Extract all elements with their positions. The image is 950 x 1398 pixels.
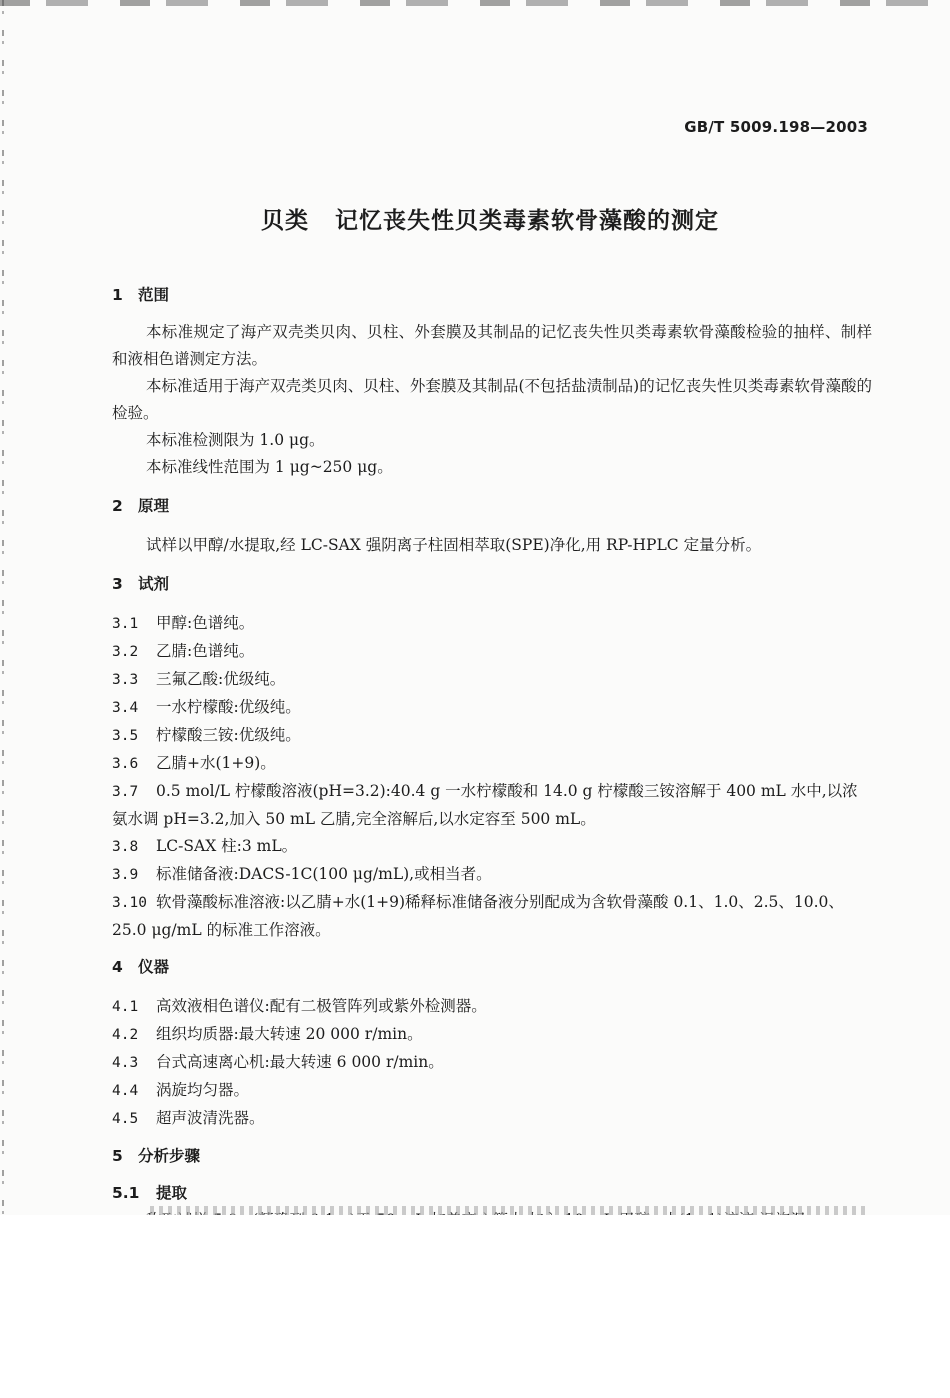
title-main: 记忆丧失性贝类毒素软骨藻酸的测定 xyxy=(335,208,719,234)
section-heading-scope: 1 范围 xyxy=(112,286,170,304)
list-item: 4.1 高效液相色谱仪:配有二极管阵列或紫外检测器。 xyxy=(112,997,487,1015)
list-item: 3.1 甲醇:色谱纯。 xyxy=(112,614,255,632)
document-title xyxy=(0,202,950,235)
title-category: 贝类 xyxy=(261,208,309,234)
scan-edge-top xyxy=(0,0,950,6)
list-item: 3.2 乙腈:色谱纯。 xyxy=(112,642,255,660)
document-body xyxy=(112,282,872,1234)
paragraph: 本标准线性范围为 1 μg~250 μg。 xyxy=(146,458,393,476)
list-item: 4.4 涡旋均匀器。 xyxy=(112,1081,250,1099)
list-item: 3.4 一水柠檬酸:优级纯。 xyxy=(112,698,301,716)
subsection-heading-extraction: 5.1 提取 xyxy=(112,1184,188,1202)
section-heading-apparatus: 4 仪器 xyxy=(112,958,170,976)
list-item: 3.3 三氟乙酸:优级纯。 xyxy=(112,670,286,688)
list-item: 3.8 LC-SAX 柱:3 mL。 xyxy=(112,837,298,855)
paragraph: 本标准适用于海产双壳类贝肉、贝柱、外套膜及其制品(不包括盐渍制品)的记忆丧失性贝类毒素软骨藻酸的检验。 xyxy=(112,377,872,422)
paragraph: 本标准检测限为 1.0 μg。 xyxy=(146,431,325,449)
section-heading-principle: 2 原理 xyxy=(112,497,170,515)
list-item: 4.5 超声波清洗器。 xyxy=(112,1109,265,1127)
section-heading-reagents: 3 试剂 xyxy=(112,575,170,593)
list-item: 3.9 标准储备液:DACS-1C(100 μg/mL),或相当者。 xyxy=(112,865,492,883)
list-item: 3.10 软骨藻酸标准溶液:以乙腈+水(1+9)稀释标准储备液分别配成为含软骨藻酸 0.1、1.0、2.5、10.0、25.0 μg/mL 的标准工作溶液。 xyxy=(112,893,844,939)
blank-area xyxy=(0,1215,950,1398)
standard-code: GB/T 5009.198—2003 xyxy=(684,118,868,136)
list-item: 3.5 柠檬酸三铵:优级纯。 xyxy=(112,726,301,744)
paragraph: 本标准规定了海产双壳类贝肉、贝柱、外套膜及其制品的记忆丧失性贝类毒素软骨藻酸检验的抽样、制样和液相色谱测定方法。 xyxy=(112,323,872,368)
paragraph: 试样以甲醇/水提取,经 LC-SAX 强阴离子柱固相萃取(SPE)净化,用 RP-HPLC 定量分析。 xyxy=(146,536,762,554)
scan-edge-left xyxy=(2,0,4,1215)
list-item: 3.7 0.5 mol/L 柠檬酸溶液(pH=3.2):40.4 g 一水柠檬酸和 14.0 g 柠檬酸三铵溶解于 400 mL 水中,以浓氨水调 pH=3.2,加入 50 mL 乙腈,完全溶解后,以水定容至 500 mL。 xyxy=(112,782,858,828)
list-item: 4.2 组织均质器:最大转速 20 000 r/min。 xyxy=(112,1025,423,1043)
list-item: 3.6 乙腈+水(1+9)。 xyxy=(112,754,276,772)
section-heading-procedure: 5 分析步骤 xyxy=(112,1147,201,1165)
cut-off-text-fragment xyxy=(150,1206,870,1215)
list-item: 4.3 台式高速离心机:最大转速 6 000 r/min。 xyxy=(112,1053,444,1071)
